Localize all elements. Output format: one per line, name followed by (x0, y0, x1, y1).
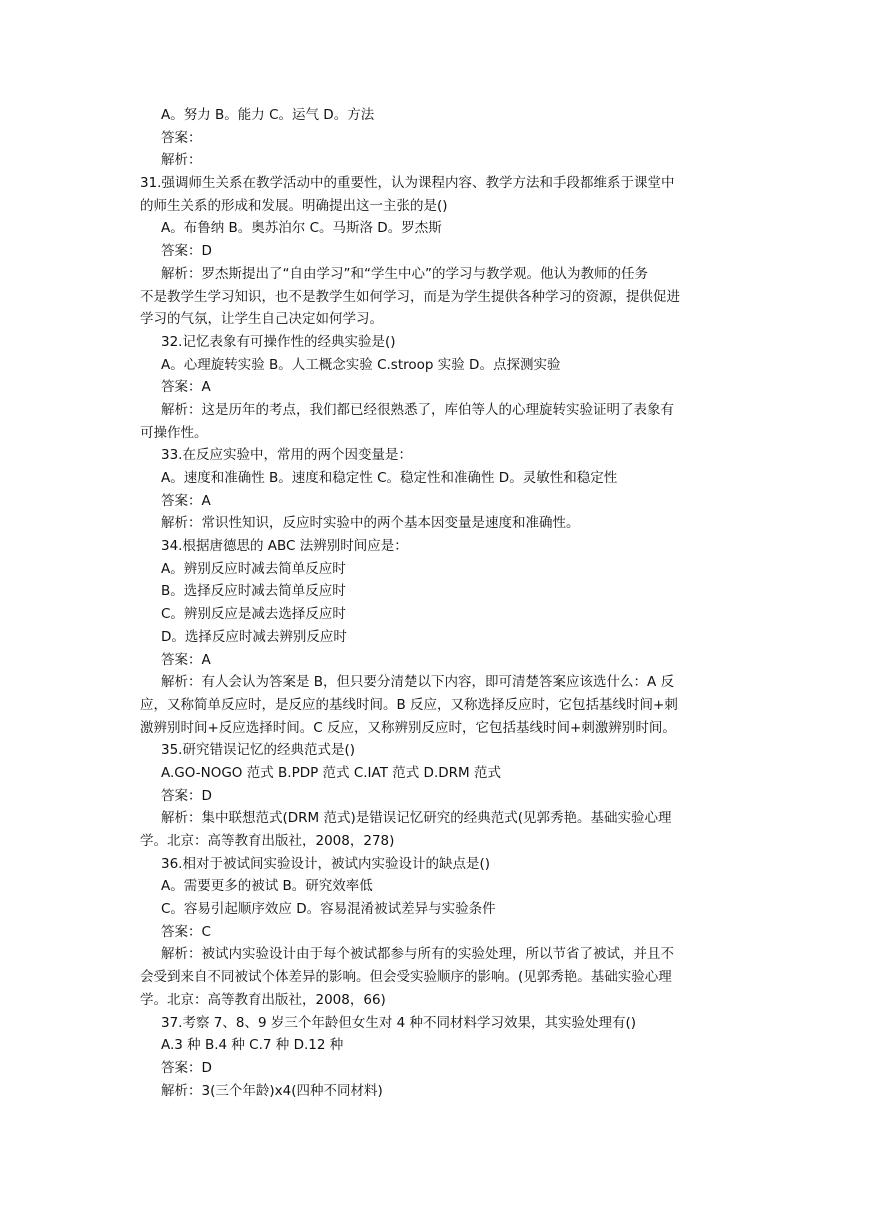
text-line: 学。北京：高等教育出版社，2008，66) (140, 991, 386, 1008)
text-line: 不是教学生学习知识，也不是教学生如何学习，而是为学生提供各种学习的资源，提供促进 (140, 288, 680, 305)
text-line: 学习的气氛，让学生自己决定如何学习。 (140, 311, 383, 328)
text-line: 答案：C (161, 923, 211, 940)
text-line: 31.强调师生关系在教学活动中的重要性，认为课程内容、教学方法和手段都维系于课堂中 (140, 175, 675, 192)
text-line: A。速度和准确性 B。速度和稳定性 C。稳定性和准确性 D。灵敏性和稳定性 (161, 470, 618, 486)
text-line: A.GO-NOGO 范式 B.PDP 范式 C.IAT 范式 D.DRM 范式 (161, 764, 501, 781)
text-line: 37.考察 7、8、9 岁三个年龄但女生对 4 种不同材料学习效果，其实验处理有() (161, 1014, 637, 1031)
text-line: 解析：集中联想范式(DRM 范式)是错误记忆研究的经典范式(见郭秀艳。基础实验心理 (161, 810, 672, 827)
text-line: 答案： (161, 129, 202, 146)
text-line: 解析：被试内实验设计由于每个被试都参与所有的实验处理，所以节省了被试，并且不 (161, 946, 674, 963)
text-line: C。容易引起顺序效应 D。容易混淆被试差异与实验条件 (161, 901, 496, 918)
text-line: 34.根据唐德思的 ABC 法辨别时间应是： (161, 538, 408, 555)
text-line: 解析： (161, 152, 202, 169)
text-line: 解析：3(三个年龄)x4(四种不同材料) (161, 1082, 383, 1099)
text-line: 答案：D (161, 787, 212, 804)
text-line: C。辨别反应是减去选择反应时 (161, 606, 346, 623)
text-line: D。选择反应时减去辨别反应时 (161, 628, 347, 645)
text-line: 答案：D (161, 1059, 212, 1076)
text-line: 解析：常识性知识，反应时实验中的两个基本因变量是速度和准确性。 (161, 515, 580, 532)
text-line: 可操作性。 (140, 424, 208, 441)
text-line: 会受到来自不同被试个体差异的影响。但会受实验顺序的影响。(见郭秀艳。基础实验心理 (140, 969, 672, 986)
text-line: A。努力 B。能力 C。运气 D。方法 (161, 107, 375, 123)
text-line: 36.相对于被试间实验设计，被试内实验设计的缺点是() (161, 855, 491, 872)
text-line: 33.在反应实验中，常用的两个因变量是： (161, 447, 412, 464)
text-line: 解析：有人会认为答案是 B，但只要分清楚以下内容，即可清楚答案应该选什么：A 反 (161, 674, 675, 691)
text-line: 答案：A (161, 379, 211, 396)
text-line: 激辨别时间+反应选择时间。C 反应，又称辨别反应时，它包括基线时间+刺激辨别时间。 (140, 719, 676, 736)
text-line: A。布鲁纳 B。奥苏泊尔 C。马斯洛 D。罗杰斯 (161, 220, 442, 237)
text-line: 32.记忆表象有可操作性的经典实验是() (161, 333, 396, 350)
text-line: A。需要更多的被试 B。研究效率低 (161, 878, 373, 895)
text-line: B。选择反应时减去简单反应时 (161, 583, 346, 600)
text-line: 解析：罗杰斯提出了“自由学习”和“学生中心”的学习与教学观。他认为教师的任务 (161, 265, 648, 282)
text-line: 答案：D (161, 243, 212, 260)
document-body (140, 104, 740, 1102)
text-line: 答案：A (161, 492, 211, 509)
text-line: 35.研究错误记忆的经典范式是() (161, 742, 356, 759)
text-line: A.3 种 B.4 种 C.7 种 D.12 种 (161, 1037, 344, 1054)
text-line: 应，又称简单反应时，是反应的基线时间。B 反应，又称选择反应时，它包括基线时间+刺 (140, 696, 678, 713)
text-line: A。辨别反应时减去简单反应时 (161, 560, 346, 577)
text-line: A。心理旋转实验 B。人工概念实验 C.stroop 实验 D。点探测实验 (161, 356, 561, 373)
text-line: 学。北京：高等教育出版社，2008，278) (140, 833, 395, 849)
text-line: 答案：A (161, 651, 211, 668)
text-line: 的师生关系的形成和发展。明确提出这一主张的是() (140, 197, 448, 214)
text-line: 解析：这是历年的考点，我们都已经很熟悉了，库伯等人的心理旋转实验证明了表象有 (161, 401, 674, 418)
